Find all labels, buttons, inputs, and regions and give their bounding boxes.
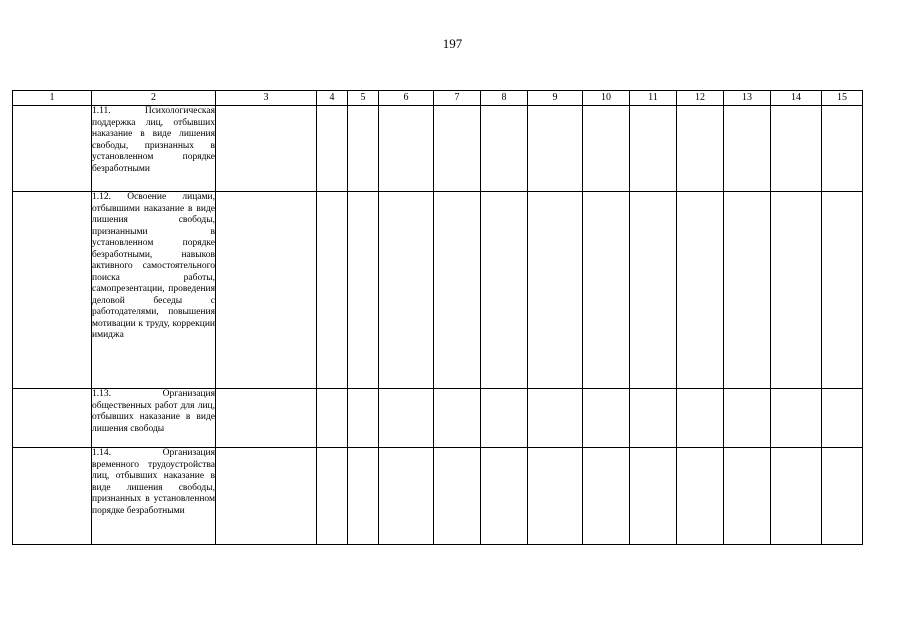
table-cell [317, 389, 348, 448]
table-cell [481, 106, 528, 192]
column-header: 6 [379, 91, 434, 106]
program-activities-table [12, 90, 863, 545]
table-cell [630, 106, 677, 192]
column-header: 4 [317, 91, 348, 106]
column-header: 13 [724, 91, 771, 106]
table-cell [724, 192, 771, 389]
table-cell [13, 448, 92, 545]
column-header: 10 [583, 91, 630, 106]
table-cell [822, 106, 863, 192]
table-cell [348, 448, 379, 545]
table-cell [724, 389, 771, 448]
column-header: 9 [528, 91, 583, 106]
table-cell [583, 448, 630, 545]
table-cell [771, 389, 822, 448]
table-cell [677, 106, 724, 192]
table-cell [677, 448, 724, 545]
table-cell [216, 448, 317, 545]
table-cell [434, 389, 481, 448]
header-row [13, 91, 863, 106]
page-number: 197 [442, 36, 463, 51]
table-cell [481, 389, 528, 448]
table-cell [216, 389, 317, 448]
table-cell [528, 106, 583, 192]
table-cell [481, 448, 528, 545]
table-cell [317, 192, 348, 389]
column-header: 1 [13, 91, 92, 106]
column-header: 3 [216, 91, 317, 106]
activity-description: 1.14. Организация временного трудоустройства лиц, отбывших наказание в виде лишения свободы, признанных в установленном порядке безработными [92, 448, 216, 545]
table-row [13, 448, 863, 545]
table-cell [348, 192, 379, 389]
table-cell [348, 389, 379, 448]
table-cell [583, 389, 630, 448]
table-cell [434, 192, 481, 389]
table-cell [481, 192, 528, 389]
table-cell [822, 389, 863, 448]
table-cell [724, 106, 771, 192]
table-cell [379, 389, 434, 448]
column-header: 12 [677, 91, 724, 106]
table-cell [13, 389, 92, 448]
table-cell [434, 106, 481, 192]
table-cell [434, 448, 481, 545]
column-header: 5 [348, 91, 379, 106]
table-cell [771, 448, 822, 545]
table-cell [528, 448, 583, 545]
table-cell [216, 192, 317, 389]
table-row [13, 389, 863, 448]
table-cell [528, 389, 583, 448]
column-header: 7 [434, 91, 481, 106]
table-cell [771, 106, 822, 192]
table-cell [630, 389, 677, 448]
table-cell [13, 192, 92, 389]
table-cell [583, 192, 630, 389]
table-cell [317, 448, 348, 545]
table-row [13, 192, 863, 389]
table-cell [528, 192, 583, 389]
column-header: 15 [822, 91, 863, 106]
table-cell [630, 192, 677, 389]
table-cell [677, 389, 724, 448]
table-cell [822, 192, 863, 389]
table-cell [379, 448, 434, 545]
column-header: 8 [481, 91, 528, 106]
table-cell [822, 448, 863, 545]
activity-description: 1.12. Освоение лицами, отбывшими наказание в виде лишения свободы, признанными в установленном порядке безработными, навыков активного самостоятельного поиска работы, самопрезентации, проведения деловой беседы с работодателями, повышения мотивации к труду, коррекции имиджа [92, 192, 216, 389]
activity-description: 1.13. Организация общественных работ для лиц, отбывших наказание в виде лишения свободы [92, 389, 216, 448]
table-row [13, 106, 863, 192]
column-header: 2 [92, 91, 216, 106]
column-header: 11 [630, 91, 677, 106]
activity-description: 1.11. Психологическая поддержка лиц, отбывших наказание в виде лишения свободы, признанных в установленном порядке безработными [92, 106, 216, 192]
table-cell [630, 448, 677, 545]
table-cell [216, 106, 317, 192]
column-header: 14 [771, 91, 822, 106]
table-cell [724, 448, 771, 545]
table-cell [317, 106, 348, 192]
table-cell [13, 106, 92, 192]
table-cell [379, 106, 434, 192]
table-cell [771, 192, 822, 389]
table-cell [677, 192, 724, 389]
table-cell [348, 106, 379, 192]
table-cell [583, 106, 630, 192]
table-cell [379, 192, 434, 389]
